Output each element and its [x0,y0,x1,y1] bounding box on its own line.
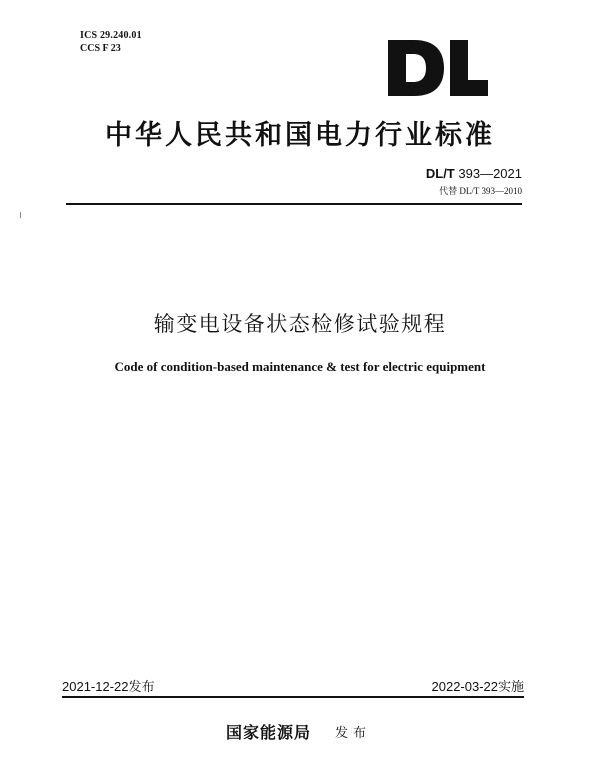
logo-letter-l [450,40,488,96]
standard-type-title: 中华人民共和国电力行业标准 [105,120,495,151]
replaces-note: 代替 DL/T 393—2010 [439,186,522,196]
implementation-date: 2022-03-22实施 [431,679,524,694]
standard-number-prefix: DL/T [425,166,455,181]
standard-number-value: 393 [458,166,481,181]
issue-date: 2021-12-22发布 [62,679,155,694]
document-title-cn: 输变电设备状态检修试验规程 [153,312,447,336]
standard-number-separator: — [480,166,494,181]
header-rule [66,203,522,205]
logo-letter-d [388,40,444,96]
standard-number [426,166,522,181]
dl-logo [386,38,490,98]
document-title-en: Code of condition-based maintenance & test for electric equipment [114,359,486,374]
publish-action: 发布 [335,726,372,741]
publisher-name: 国家能源局 [226,723,312,742]
margin-mark [20,212,21,218]
footer-rule [62,696,524,698]
ics-code: ICS 29.240.01 [80,30,142,41]
ccs-code: CCS F 23 [80,43,121,54]
dl-logo-mark [386,38,490,98]
standard-number-year: 2021 [493,166,522,181]
